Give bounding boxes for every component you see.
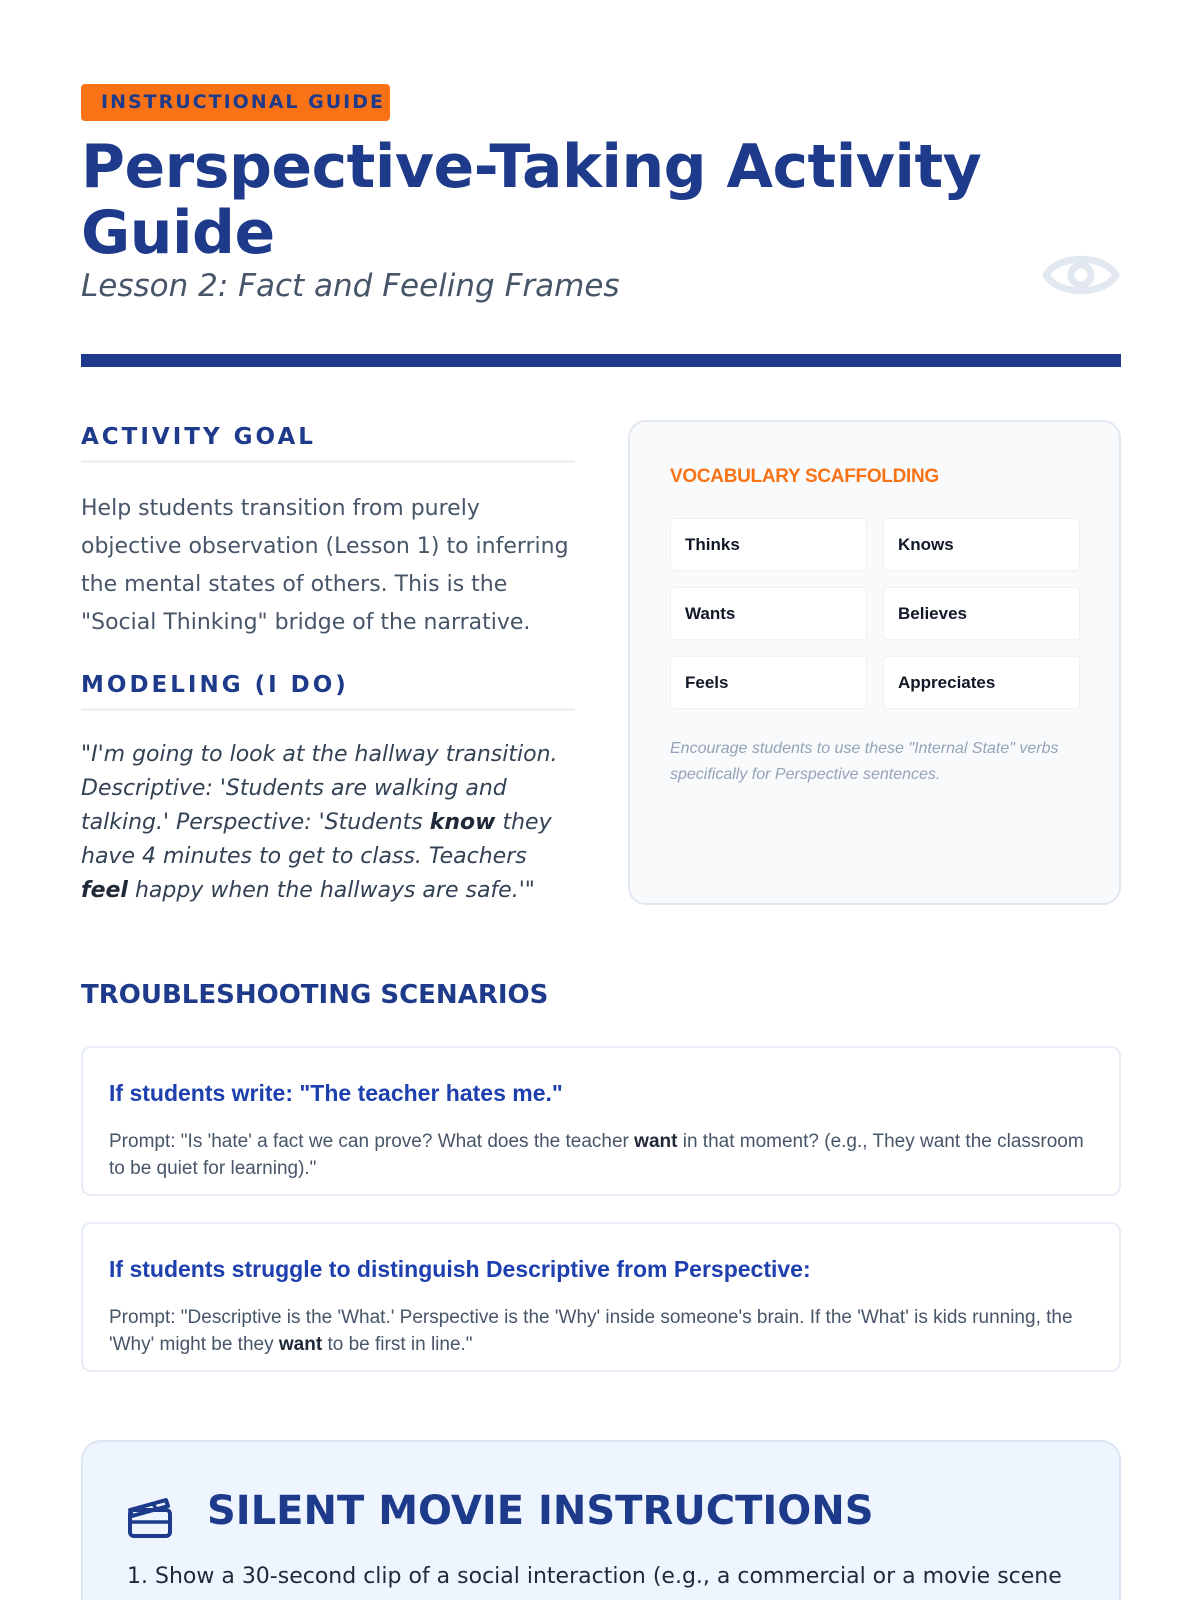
scenario-prompt: Prompt: "Is 'hate' a fact we can prove? What does the teacher want in that moment? (e.g., They want the classroom to be quiet for learning)." [109,1131,1084,1179]
activity-goal-heading: ACTIVITY GOAL [81,424,575,463]
modeling-bold-know: know [429,810,496,835]
scenario-prompt: Prompt: "Descriptive is the 'What.' Perspective is the 'Why' inside someone's brain. If the 'What' is kids running, the 'Why' might be they want to be first in line." [109,1307,1073,1355]
scenario-card [81,1222,1121,1372]
vocab-word: Wants [670,587,867,640]
scenario-title: If students struggle to distinguish Descriptive from Perspective: [109,1256,811,1282]
silent-movie-step: 1. Show a 30-second clip of a social interaction (e.g., a commercial or a movie scene [127,1564,1062,1589]
guide-badge: INSTRUCTIONAL GUIDE [81,84,390,121]
scenario-title: If students write: "The teacher hates me." [109,1080,563,1106]
silent-movie-card [81,1440,1121,1600]
vocab-word: Feels [670,656,867,709]
vocabulary-card [628,420,1121,905]
page-title: Perspective-Taking Activity Guide [81,132,982,268]
vocab-word: Thinks [670,518,867,571]
modeling-text: "I'm going to look at the hallway transition. Descriptive: 'Students are walking and talking.' Perspective: 'Students know they have 4 minutes to get to class. Teachers feel happy when the hallways are safe.'" [81,742,558,903]
vocab-word: Appreciates [883,656,1080,709]
vocab-word: Knows [883,518,1080,571]
header-divider [81,354,1121,367]
eye-icon [1042,240,1120,310]
vocabulary-grid [670,518,1082,709]
page-subtitle: Lesson 2: Fact and Feeling Frames [81,268,620,304]
vocabulary-note: Encourage students to use these "Internal State" verbs specifically for Perspective sentences. [670,740,1059,783]
modeling-heading: MODELING (I DO) [81,672,575,711]
silent-movie-heading: SILENT MOVIE INSTRUCTIONS [207,1488,874,1534]
clapperboard-icon [125,1490,175,1540]
modeling-bold-feel: feel [81,878,128,903]
troubleshooting-heading: TROUBLESHOOTING SCENARIOS [81,980,549,1010]
vocabulary-title: VOCABULARY SCAFFOLDING [670,466,939,487]
vocab-word: Believes [883,587,1080,640]
scenario-card [81,1046,1121,1196]
activity-goal-text: Help students transition from purely objective observation (Lesson 1) to inferring the mental states of others. This is the "Social Thinking" bridge of the narrative. [81,496,569,635]
